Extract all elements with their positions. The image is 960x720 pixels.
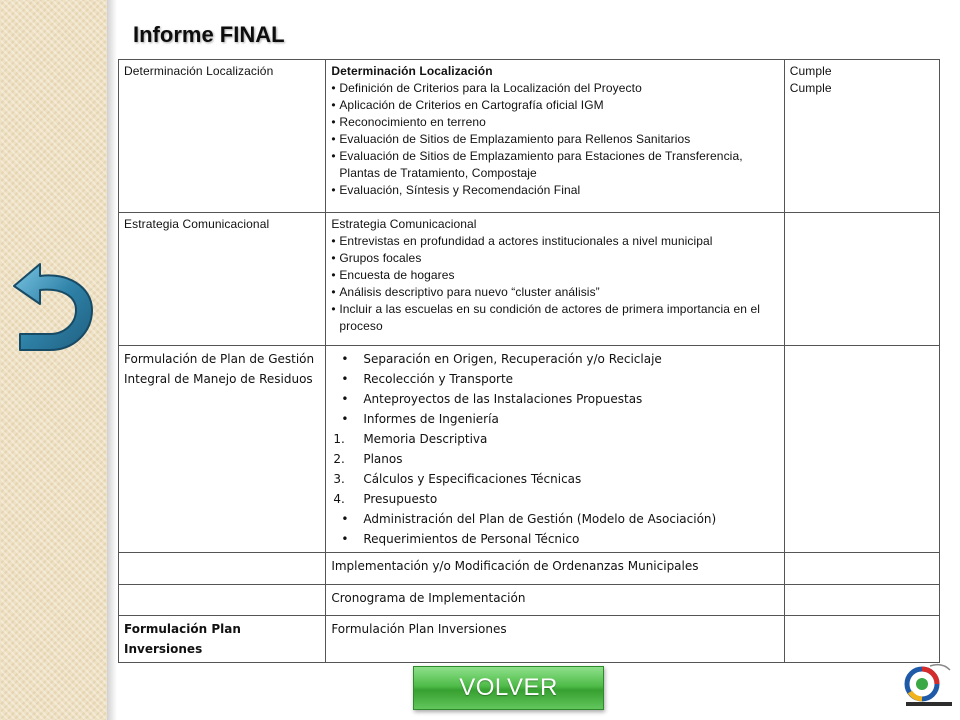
row-status (784, 346, 939, 553)
row-status (784, 60, 939, 213)
row-heading: Determinación Localización (331, 64, 493, 78)
numbered-list (331, 429, 778, 509)
list-item: Presupuesto (363, 492, 438, 506)
row-label: Estrategia Comunicacional (119, 213, 326, 346)
list-item: • Separación en Origen, Recuperación y/o Reciclaje (331, 349, 778, 369)
page-title: Informe FINAL (133, 22, 285, 47)
row-content (326, 346, 784, 553)
list-item: • Encuesta de hogares (331, 267, 778, 284)
row-label (119, 553, 326, 585)
bullet-list (331, 349, 778, 429)
list-item: Planos (363, 452, 403, 466)
row-status (784, 553, 939, 585)
table-row (119, 213, 940, 346)
list-item: • Requerimientos de Personal Técnico (331, 529, 778, 549)
row-content (326, 213, 784, 346)
table-row (119, 60, 940, 213)
row-status (784, 213, 939, 346)
list-item: • Análisis descriptivo para nuevo “cluster análisis” (331, 284, 778, 301)
list-item: • Reconocimiento en terreno (331, 114, 778, 131)
list-item: • Anteproyectos de las Instalaciones Propuestas (331, 389, 778, 409)
report-table (118, 59, 940, 663)
status-text: Cumple (789, 81, 832, 95)
row-content: Formulación Plan Inversiones (326, 616, 784, 663)
table-row (119, 616, 940, 663)
list-item: • Incluir a las escuelas en su condición de actores de primera importancia en el proceso (331, 301, 778, 335)
table-row (119, 585, 940, 616)
row-label: Formulación Plan Inversiones (119, 616, 326, 663)
row-status (784, 616, 939, 663)
bullet-list (331, 509, 778, 549)
decorative-side-strip (0, 0, 107, 720)
list-item: • Recolección y Transporte (331, 369, 778, 389)
list-item: • Entrevistas en profundidad a actores institucionales a nivel municipal (331, 233, 778, 250)
bullet-list (331, 80, 778, 199)
list-item: • Grupos focales (331, 250, 778, 267)
list-item: • Aplicación de Criterios en Cartografía oficial IGM (331, 97, 778, 114)
table-row (119, 553, 940, 585)
list-item: • Evaluación, Síntesis y Recomendación Final (331, 182, 778, 199)
list-item: • Administración del Plan de Gestión (Modelo de Asociación) (331, 509, 778, 529)
list-item: • Evaluación de Sitios de Emplazamiento para Estaciones de Transferencia, Plantas de Tratamiento, Compostaje (331, 148, 778, 182)
list-item: Memoria Descriptiva (363, 432, 488, 446)
row-label: Determinación Localización (119, 60, 326, 213)
table-row (119, 346, 940, 553)
side-strip-shadow (107, 0, 117, 720)
back-arrow-icon[interactable] (6, 258, 102, 358)
volver-button[interactable]: VOLVER (413, 666, 604, 710)
list-item: • Informes de Ingeniería (331, 409, 778, 429)
municipal-logo (900, 660, 958, 718)
row-status (784, 585, 939, 616)
row-content (326, 60, 784, 213)
row-label: Formulación de Plan de Gestión Integral de Manejo de Residuos (119, 346, 326, 553)
row-label (119, 585, 326, 616)
status-text: Cumple (789, 64, 832, 78)
row-content: Implementación y/o Modificación de Ordenanzas Municipales (326, 553, 784, 585)
row-content: Cronograma de Implementación (326, 585, 784, 616)
bullet-list (331, 233, 778, 335)
list-item: • Evaluación de Sitios de Emplazamiento para Rellenos Sanitarios (331, 131, 778, 148)
row-heading: Estrategia Comunicacional (331, 217, 477, 231)
list-item: Cálculos y Especificaciones Técnicas (363, 472, 582, 486)
list-item: • Definición de Criterios para la Localización del Proyecto (331, 80, 778, 97)
